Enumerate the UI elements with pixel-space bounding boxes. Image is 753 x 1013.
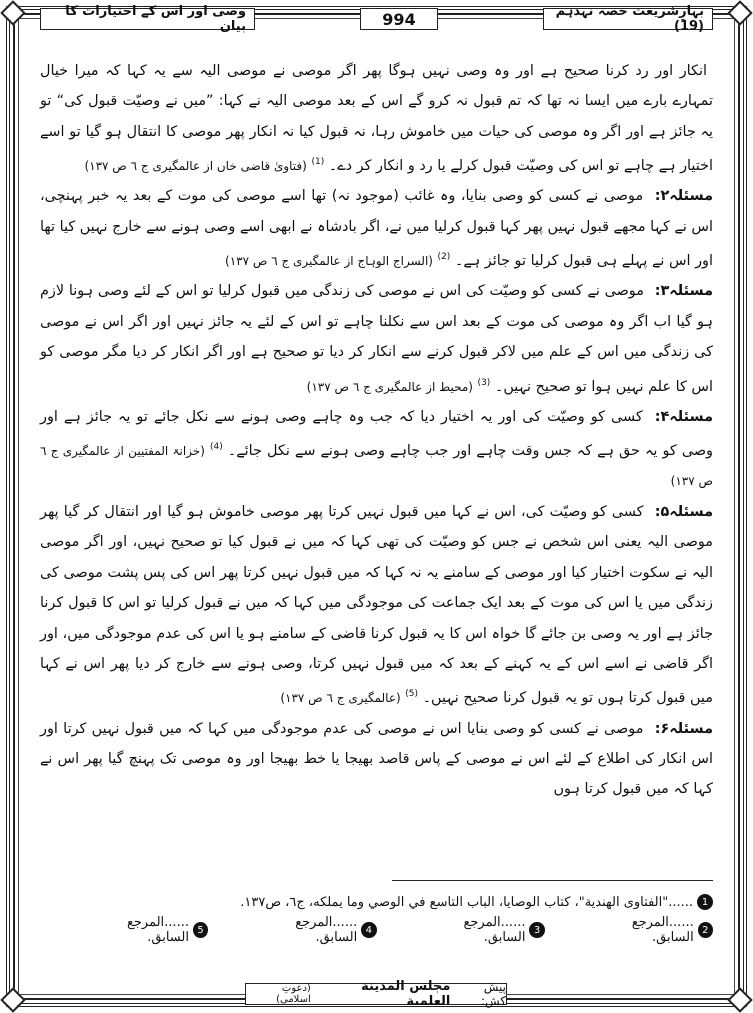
footnote-line — [40, 888, 713, 916]
footnote-text: ......المرجع السابق. — [295, 915, 358, 945]
paragraph-text: کسی کو وصیّت کی اور یہ اختیار دیا کہ جب وہ چاہے وصی ہونے سے نکل جائے تو یہ جائز ہے اور وصی کو یہ حق ہے کہ جس وقت چاہے اور جب چاہے وصی ہونے سے نکل جائے۔ — [40, 408, 713, 460]
page-number: 994 — [360, 8, 438, 30]
footnote-item — [86, 915, 208, 945]
footnote-number[interactable]: 4 — [361, 922, 376, 938]
masala-label: مسئلہ۳: — [654, 283, 713, 300]
footnote-item — [240, 894, 713, 910]
masala-label: مسئلہ۴: — [654, 408, 713, 425]
paragraph — [40, 56, 713, 181]
footnote-number[interactable]: 3 — [529, 922, 544, 938]
publisher-name: مجلس المدينة العلمية — [361, 979, 451, 1009]
footnote-number[interactable]: 2 — [698, 922, 713, 938]
body-text — [40, 56, 713, 805]
footnote-line — [40, 916, 713, 944]
footnote-number[interactable]: 1 — [697, 894, 713, 910]
paragraph — [40, 497, 713, 714]
paragraph-text: موصی نے کسی کو وصی بنایا اس نے موصی کی عدم موجودگی میں کہا کہ میں قبول نہیں کرتا اور اس انکار کی اطلاع کے لئے اس نے موصی کے پاس قاصد بھیجا یا خط بھیجا اور وہ موصی تک پہنچ گیا پھر اس نے کہا کہ میں قبول کرتا ہوں — [40, 720, 713, 798]
footnote-marker[interactable]: (2) — [437, 252, 451, 263]
masala-label: مسئلہ۶: — [654, 720, 714, 737]
page-header — [40, 6, 713, 32]
reference-citation: (خزانۃ المفتیین از عالمگیری ج ٦ ص ١٣٧) — [40, 444, 713, 489]
chapter-title: وصی اور اس کے اختیارات کا بیان — [40, 8, 255, 30]
publisher-subtitle: (دعوتِ اسلامی) — [276, 983, 311, 1005]
paragraph-text: انکار اور رد کرنا صحیح ہے اور وہ وصی نہیں ہوگا پھر اگر موصی نے موصی الیہ سے یہ کہا کہ میرا خیال تمہارے بارے میں ایسا نہ تھا کہ تم قبول نہ کرو گے اس کے بعد موصی الیہ نے کہا: ”میں نے وصیّت قبول کی“ تو یہ جائز ہے اور اگر وہ موصی کی حیات میں خاموش رہا، نہ قبول کیا نہ انکار پھر موصی کا انتقال ہو گیا تو اسے اختیار ہے چاہے تو اس کی وصیّت قبول کرلے یا رد و انکار کر دے۔ — [40, 63, 713, 175]
footnote-text: ......"الفتاوى الهندية"، كتاب الوصايا، الباب التاسع في الوصي وما يملكه، ج٦، ص١٣٧. — [240, 894, 693, 910]
masala-label: مسئلہ۲: — [654, 188, 713, 205]
footnote-text: ......المرجع السابق. — [126, 915, 189, 945]
footnote-marker[interactable]: (1) — [311, 157, 325, 168]
paragraph-text: موصی نے کسی کو وصیّت کی اس نے موصی کی زندگی میں قبول کرلیا تو اس کے لئے وصی ہونا لازم ہو گیا اب اگر وہ موصی کی موت کے بعد اس سے نکلنا چاہے تو اس کے لئے یہ جائز نہیں اور اگر اس نے موصی کی زندگی میں اس کے علم میں لاکر قبول کرنے سے انکار کر دیا تو صحیح ہے اور اگر انکار کر دیا مگر موصی کو اس کا علم نہیں ہوا تو صحیح نہیں۔ — [40, 283, 713, 395]
masala-label: مسئلہ۵: — [654, 503, 713, 520]
footnote-marker[interactable]: (4) — [209, 442, 223, 453]
footnote-number[interactable]: 5 — [193, 922, 208, 938]
paragraph — [40, 714, 713, 805]
footnote-divider — [392, 880, 713, 881]
reference-citation: (فتاویٰ قاضی خاں از عالمگیری ج ٦ ص ١٣٧) — [84, 159, 307, 174]
paragraph — [40, 276, 713, 401]
reference-citation: (محیط از عالمگیری ج ٦ ص ١٣٧) — [306, 379, 473, 394]
footnote-item — [423, 915, 545, 945]
page-footer — [245, 979, 507, 1009]
footer-prefix: پیش کش: — [480, 980, 506, 1008]
reference-citation: (السراج الوہاج از عالمگیری ج ٦ ص ١٣٧) — [225, 254, 433, 269]
book-title: بہارِشریعت حصہ نہدہم (19) — [543, 8, 713, 30]
footnote-item — [591, 915, 713, 945]
reference-citation: (عالمگیری ج ٦ ص ١٣٧) — [280, 691, 401, 706]
footnote-item — [254, 915, 376, 945]
paragraph — [40, 181, 713, 276]
footnote-marker[interactable]: (5) — [405, 689, 419, 700]
footnote-text: ......المرجع السابق. — [463, 915, 526, 945]
paragraph-text: کسی کو وصیّت کی، اس نے کہا میں قبول نہیں کرتا پھر موصی خاموش ہو گیا اور انتقال کر گیا پھر موصی الیہ یعنی اس شخص نے جس کو وصیّت کی تھی کہا کہ میں نے قبول کیا تو صحیح نہیں، اور اگر موصی الیہ نے سکوت اختیار کیا اور موصی کے سامنے یہ نہ کہا کہ میں قبول نہیں کرتا پھر اس کی پس پشت موصی کی زندگی میں یا اس کی موت کے بعد ایک جماعت کی موجودگی میں کہا کہ میں نے قبول کرلیا تو اس کا قبول کرنا جائز ہے اور یہ وصی بن جائے گا خواہ اس کا یہ قبول کرنا قاضی کے سامنے ہو یا اس کی عدم موجودگی میں، اور اگر قاضی نے اسے اس کے یہ کہنے کے بعد کہ میں قبول نہیں کرتا، وصی ہونے سے خارج کر دیا پھر اس نے کہا میں قبول کرتا ہوں تو یہ قبول کرنا صحیح نہیں۔ — [40, 503, 713, 707]
footnote-marker[interactable]: (3) — [477, 377, 491, 388]
paragraph — [40, 402, 713, 497]
paragraph-text: موصی نے کسی کو وصی بنایا، وہ غائب (موجود نہ) تھا اسے موصی کی موت کے بعد یہ خبر پہنچی، اس نے کہا مجھے قبول نہیں پھر کہا قبول کرلیا میں نے، اگر بادشاہ نے ابھی اسے وصی ہونے سے خارج نہیں کیا تھا اور اس نے پہلے ہی قبول کرلیا تو جائز ہے۔ — [40, 188, 713, 270]
footnote-text: ......المرجع السابق. — [631, 915, 694, 945]
footnotes — [40, 888, 713, 944]
